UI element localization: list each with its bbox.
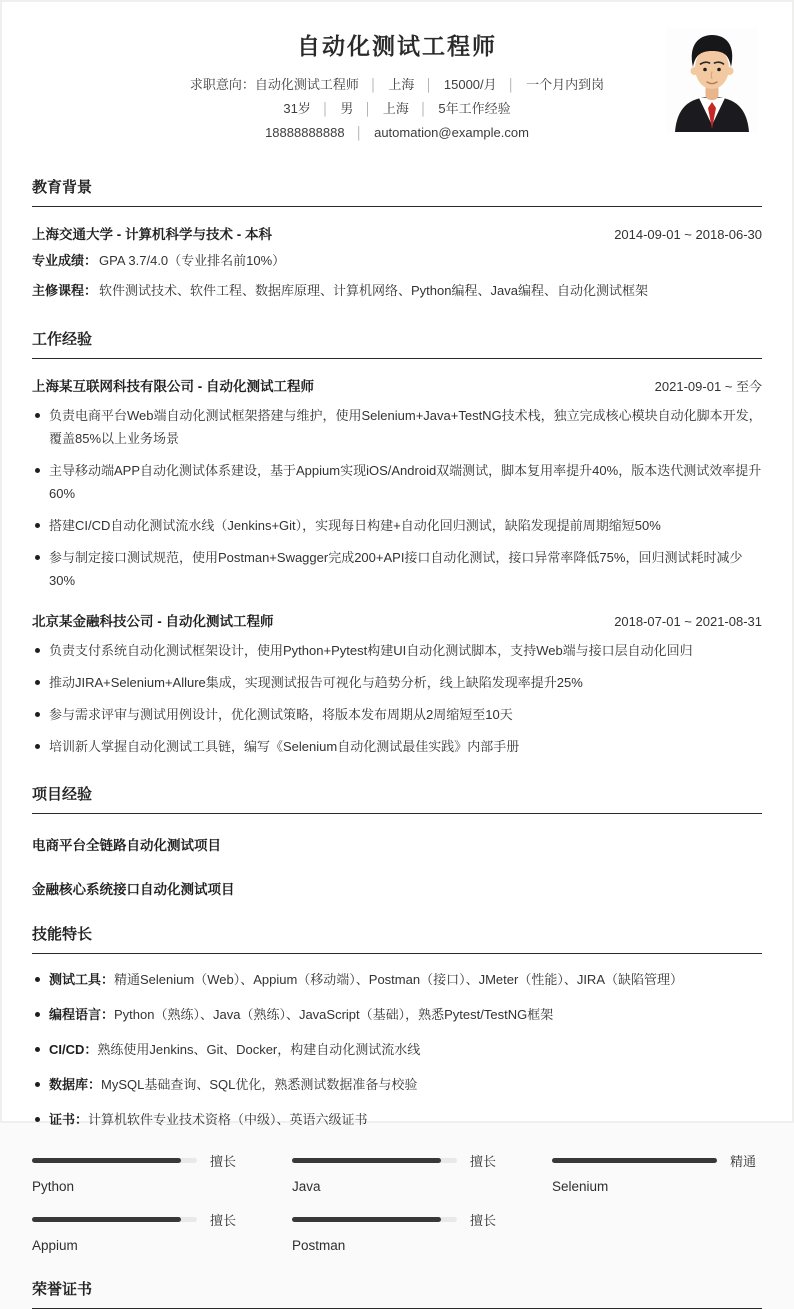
skill-bar-row [292,1210,502,1229]
skill-bullet-list [32,968,762,1131]
skill-category-label: 编程语言： [49,1007,115,1022]
detail-label: 主修课程： [32,283,98,298]
section-title-work: 工作经验 [32,328,762,359]
contact-info-line: 18888888888 │ automation@example.com [265,125,529,140]
skill-bar-item [32,1151,242,1194]
work-bullet: 推动JIRA+Selenium+Allure集成，实现测试报告可视化与趋势分析，线上缺陷发现率提升25% [32,671,762,694]
skill-bullet [32,1003,762,1026]
skill-level-label: 擅长 [470,1213,497,1228]
skill-bar-fill [292,1158,441,1163]
skill-category-label: 数据库： [49,1077,102,1092]
skill-category-text: Python（熟练）、Java（熟练）、JavaScript（基础），熟悉Pytest/TestNG框架 [114,1007,554,1022]
skill-bar-fill [552,1158,717,1163]
detail-label: 专业成绩： [32,253,98,268]
skill-level-label: 擅长 [210,1213,237,1228]
education-detail-line [32,279,762,303]
skill-bullet [32,1073,762,1096]
skill-bar-item [292,1151,502,1194]
job2-bullet-list [32,639,762,758]
project-title: 金融核心系统接口自动化测试项目 [32,882,235,897]
work-bullet: 参与制定接口测试规范，使用Postman+Swagger完成200+API接口自动化测试，接口异常率降低75%，回归测试耗时减少30% [32,546,762,592]
education-entry-head [32,223,762,243]
skill-bar-fill [292,1217,441,1222]
personal-info-line: 31岁 │ 男 │ 上海 │ 5年工作经验 [283,101,511,116]
job2-date-range: 2018-07-01 ~ 2021-08-31 [614,614,762,629]
profile-photo [666,28,758,132]
job2-entry-head [32,610,762,630]
job2-company-role: 北京某金融科技公司 - 自动化测试工程师 [32,614,274,629]
page-title: 自动化测试工程师 [297,33,497,59]
section-title-honors: 荣誉证书 [32,1278,762,1309]
detail-text: GPA 3.7/4.0（专业排名前10%） [99,253,286,268]
skill-category-text: 计算机软件专业技术资格（中级）、英语六级证书 [88,1112,368,1127]
section-projects [32,783,762,898]
separator: │ [369,78,378,92]
skill-bars [32,1151,762,1253]
job1-date-range: 2021-09-01 ~ 至今 [654,379,762,394]
work-bullet: 搭建CI/CD自动化测试流水线（Jenkins+Git），实现每日构建+自动化回归测试，缺陷发现提前周期缩短50% [32,514,762,537]
job1-entry-head [32,375,762,395]
resume-body [2,176,792,1309]
portrait-illustration [666,28,758,132]
education-detail-line [32,249,762,273]
skill-level-label: 精通 [730,1154,757,1169]
skill-name: Selenium [552,1179,609,1194]
skill-name: Python [32,1179,75,1194]
separator: │ [355,126,364,140]
skill-bar-fill [32,1217,181,1222]
skill-bar-row [32,1151,242,1170]
skill-bar-track [32,1158,197,1163]
skill-category-text: 熟练使用Jenkins、Git、Docker，构建自动化测试流水线 [97,1042,421,1057]
skill-category-text: 精通Selenium（Web）、Appium（移动端）、Postman（接口）、JMeter（性能）、JIRA（缺陷管理） [114,972,683,987]
project-title: 电商平台全链路自动化测试项目 [32,838,221,853]
skill-bar-track [552,1158,717,1163]
section-work [32,328,762,758]
skill-bar-fill [32,1158,181,1163]
skill-bullet [32,1038,762,1061]
section-education [32,176,762,303]
skill-bar-item [552,1151,762,1194]
job1-bullet-list [32,404,762,592]
separator: │ [425,78,433,92]
skill-bullet [32,1108,762,1131]
skill-bar-item [32,1210,242,1253]
skill-bar-row [292,1151,502,1170]
skill-name: Postman [292,1238,346,1253]
section-title-skills: 技能特长 [32,923,762,954]
education-details [32,249,762,303]
work-bullet: 负责电商平台Web端自动化测试框架搭建与维护，使用Selenium+Java+TestNG技术栈，独立完成核心模块自动化脚本开发，覆盖85%以上业务场景 [32,404,762,450]
skill-bar-row [32,1210,242,1229]
separator: │ [364,102,372,116]
skill-name: Appium [32,1238,78,1253]
skill-bar-track [32,1217,197,1222]
separator: │ [419,102,428,116]
skill-level-label: 擅长 [210,1154,237,1169]
education-date-range: 2014-09-01 ~ 2018-06-30 [614,227,762,242]
skill-bar-track [292,1217,457,1222]
work-bullet: 主导移动端APP自动化测试体系建设，基于Appium实现iOS/Android双端测试，脚本复用率提升40%，版本迭代测试效率提升60% [32,459,762,505]
job1-company-role: 上海某互联网科技有限公司 - 自动化测试工程师 [32,379,314,394]
project-list [32,834,762,898]
skill-name: Java [292,1179,321,1194]
section-skills [32,923,762,1253]
skill-bar-row [552,1151,762,1170]
skill-bar-track [292,1158,457,1163]
separator: │ [507,78,516,92]
detail-text: 软件测试技术、软件工程、数据库原理、计算机网络、Python编程、Java编程、自动化测试框架 [99,283,648,298]
section-honors [32,1278,762,1309]
work-bullet: 参与需求评审与测试用例设计，优化测试策略，将版本发布周期从2周缩短至10天 [32,703,762,726]
skill-category-label: 证书： [49,1112,89,1127]
skill-category-text: MySQL基础查询、SQL优化，熟悉测试数据准备与校验 [101,1077,418,1092]
separator: │ [321,102,330,116]
section-title-projects: 项目经验 [32,783,762,814]
work-bullet: 负责支付系统自动化测试框架设计，使用Python+Pytest构建UI自动化测试脚本，支持Web端与接口层自动化回归 [32,639,762,662]
job-intention-line: 求职意向：自动化测试工程师 │ 上海 │ 15000/月 │ 一个月内到岗 [189,77,605,92]
skill-category-label: CI/CD： [49,1042,98,1057]
skill-bullet [32,968,762,991]
work-bullet: 培训新人掌握自动化测试工具链，编写《Selenium自动化测试最佳实践》内部手册 [32,735,762,758]
skill-bar-item [292,1210,502,1253]
skill-level-label: 擅长 [470,1154,497,1169]
resume-header [2,2,792,151]
skill-category-label: 测试工具： [49,972,115,987]
school-degree: 上海交通大学 - 计算机科学与技术 - 本科 [32,227,272,242]
section-title-education: 教育背景 [32,176,762,207]
